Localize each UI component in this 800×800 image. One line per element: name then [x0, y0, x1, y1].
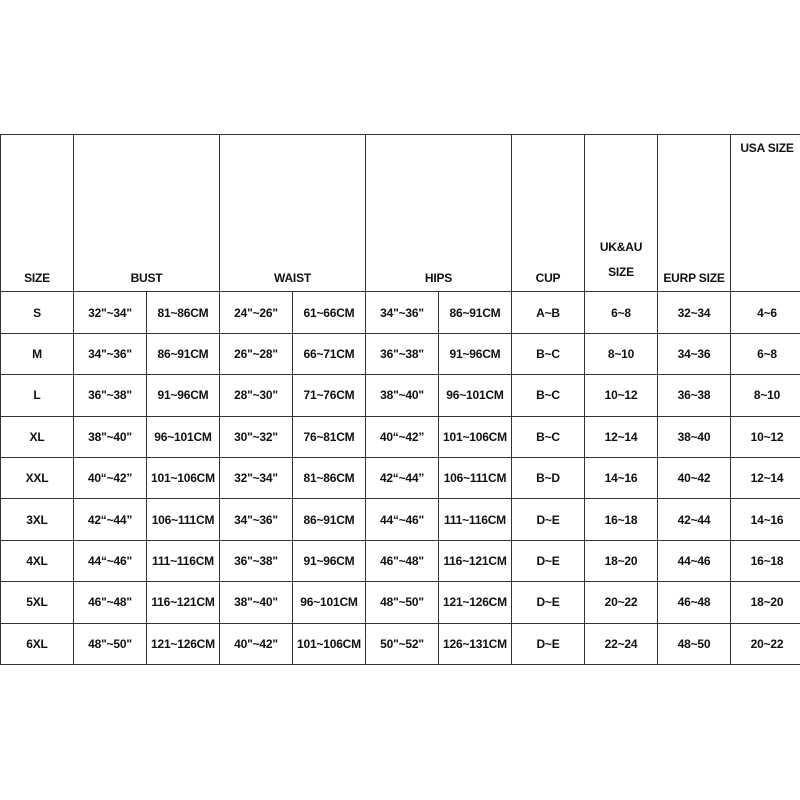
cell-waist-cm: 71~76CM [293, 375, 366, 416]
cell-bust-cm: 121~126CM [147, 623, 220, 664]
table-row [1, 540, 800, 581]
cell-bust-cm: 116~121CM [147, 582, 220, 623]
cell-waist-inches: 32"~34" [220, 457, 293, 498]
cell-eurp-size: 34~36 [658, 333, 731, 374]
header-cup: CUP [512, 135, 585, 292]
cell-eurp-size: 38~40 [658, 416, 731, 457]
cell-hips-inches: 40“~42” [366, 416, 439, 457]
cell-waist-inches: 38"~40" [220, 582, 293, 623]
cell-hips-inches: 46"~48" [366, 540, 439, 581]
cell-bust-inches: 34"~36" [74, 333, 147, 374]
cell-bust-inches: 38"~40" [74, 416, 147, 457]
cell-waist-inches: 34"~36" [220, 499, 293, 540]
cell-bust-cm: 106~111CM [147, 499, 220, 540]
cell-usa-size: 6~8 [731, 333, 800, 374]
cell-uk-au-size: 18~20 [585, 540, 658, 581]
header-uk-au-line2: SIZE [608, 265, 634, 280]
cell-cup: D~E [512, 623, 585, 664]
cell-eurp-size: 36~38 [658, 375, 731, 416]
table-row [1, 499, 800, 540]
cell-hips-cm: 116~121CM [439, 540, 512, 581]
table-row [1, 623, 800, 664]
table-row [1, 292, 800, 333]
cell-usa-size: 14~16 [731, 499, 800, 540]
cell-usa-size: 12~14 [731, 457, 800, 498]
cell-cup: A~B [512, 292, 585, 333]
table-row [1, 375, 800, 416]
cell-size: M [1, 333, 74, 374]
header-waist: WAIST [220, 135, 366, 292]
cell-hips-cm: 91~96CM [439, 333, 512, 374]
cell-hips-inches: 44“~46" [366, 499, 439, 540]
cell-usa-size: 10~12 [731, 416, 800, 457]
cell-bust-cm: 86~91CM [147, 333, 220, 374]
cell-cup: B~C [512, 375, 585, 416]
cell-usa-size: 18~20 [731, 582, 800, 623]
cell-uk-au-size: 14~16 [585, 457, 658, 498]
cell-hips-inches: 42“~44” [366, 457, 439, 498]
cell-waist-inches: 30"~32" [220, 416, 293, 457]
cell-waist-cm: 96~101CM [293, 582, 366, 623]
cell-size: 3XL [1, 499, 74, 540]
cell-size: XXL [1, 457, 74, 498]
cell-hips-cm: 111~116CM [439, 499, 512, 540]
cell-hips-inches: 34"~36" [366, 292, 439, 333]
header-eurp-size: EURP SIZE [658, 135, 731, 292]
cell-size: 4XL [1, 540, 74, 581]
cell-uk-au-size: 16~18 [585, 499, 658, 540]
cell-waist-cm: 86~91CM [293, 499, 366, 540]
cell-hips-inches: 38"~40" [366, 375, 439, 416]
cell-hips-inches: 36"~38" [366, 333, 439, 374]
cell-size: 5XL [1, 582, 74, 623]
cell-waist-inches: 40"~42" [220, 623, 293, 664]
cell-bust-inches: 40“~42” [74, 457, 147, 498]
cell-waist-cm: 81~86CM [293, 457, 366, 498]
cell-bust-inches: 48"~50" [74, 623, 147, 664]
cell-hips-cm: 126~131CM [439, 623, 512, 664]
cell-uk-au-size: 20~22 [585, 582, 658, 623]
cell-bust-inches: 36"~38" [74, 375, 147, 416]
cell-cup: B~C [512, 333, 585, 374]
cell-bust-inches: 46"~48" [74, 582, 147, 623]
cell-uk-au-size: 8~10 [585, 333, 658, 374]
cell-bust-cm: 96~101CM [147, 416, 220, 457]
cell-cup: D~E [512, 499, 585, 540]
cell-bust-cm: 81~86CM [147, 292, 220, 333]
cell-waist-inches: 36"~38" [220, 540, 293, 581]
size-chart-table [0, 134, 800, 665]
header-row [1, 135, 800, 292]
cell-bust-cm: 101~106CM [147, 457, 220, 498]
cell-eurp-size: 44~46 [658, 540, 731, 581]
cell-hips-inches: 50"~52" [366, 623, 439, 664]
cell-usa-size: 16~18 [731, 540, 800, 581]
cell-usa-size: 4~6 [731, 292, 800, 333]
cell-hips-cm: 101~106CM [439, 416, 512, 457]
header-bust: BUST [74, 135, 220, 292]
cell-waist-inches: 28"~30" [220, 375, 293, 416]
table-row [1, 457, 800, 498]
cell-uk-au-size: 12~14 [585, 416, 658, 457]
cell-cup: B~C [512, 416, 585, 457]
cell-waist-inches: 24"~26" [220, 292, 293, 333]
cell-bust-inches: 44“~46" [74, 540, 147, 581]
cell-size: 6XL [1, 623, 74, 664]
cell-uk-au-size: 22~24 [585, 623, 658, 664]
cell-waist-inches: 26"~28" [220, 333, 293, 374]
cell-eurp-size: 48~50 [658, 623, 731, 664]
cell-eurp-size: 40~42 [658, 457, 731, 498]
cell-waist-cm: 101~106CM [293, 623, 366, 664]
cell-bust-cm: 111~116CM [147, 540, 220, 581]
cell-uk-au-size: 6~8 [585, 292, 658, 333]
header-hips: HIPS [366, 135, 512, 292]
table-row [1, 582, 800, 623]
cell-hips-cm: 96~101CM [439, 375, 512, 416]
header-uk-au-size [585, 135, 658, 292]
cell-cup: D~E [512, 540, 585, 581]
header-usa-size: USA SIZE [731, 135, 800, 292]
cell-bust-inches: 42“~44” [74, 499, 147, 540]
header-uk-au-line1: UK&AU [599, 240, 643, 255]
table-row [1, 416, 800, 457]
cell-size: XL [1, 416, 74, 457]
cell-eurp-size: 32~34 [658, 292, 731, 333]
cell-size: S [1, 292, 74, 333]
cell-waist-cm: 61~66CM [293, 292, 366, 333]
size-chart [0, 134, 800, 665]
cell-waist-cm: 66~71CM [293, 333, 366, 374]
cell-bust-inches: 32"~34" [74, 292, 147, 333]
cell-usa-size: 20~22 [731, 623, 800, 664]
cell-uk-au-size: 10~12 [585, 375, 658, 416]
cell-eurp-size: 46~48 [658, 582, 731, 623]
cell-hips-cm: 106~111CM [439, 457, 512, 498]
header-size: SIZE [1, 135, 74, 292]
cell-bust-cm: 91~96CM [147, 375, 220, 416]
cell-hips-cm: 121~126CM [439, 582, 512, 623]
cell-hips-inches: 48"~50" [366, 582, 439, 623]
cell-size: L [1, 375, 74, 416]
cell-cup: D~E [512, 582, 585, 623]
table-row [1, 333, 800, 374]
cell-waist-cm: 91~96CM [293, 540, 366, 581]
cell-waist-cm: 76~81CM [293, 416, 366, 457]
cell-eurp-size: 42~44 [658, 499, 731, 540]
cell-usa-size: 8~10 [731, 375, 800, 416]
cell-hips-cm: 86~91CM [439, 292, 512, 333]
cell-cup: B~D [512, 457, 585, 498]
